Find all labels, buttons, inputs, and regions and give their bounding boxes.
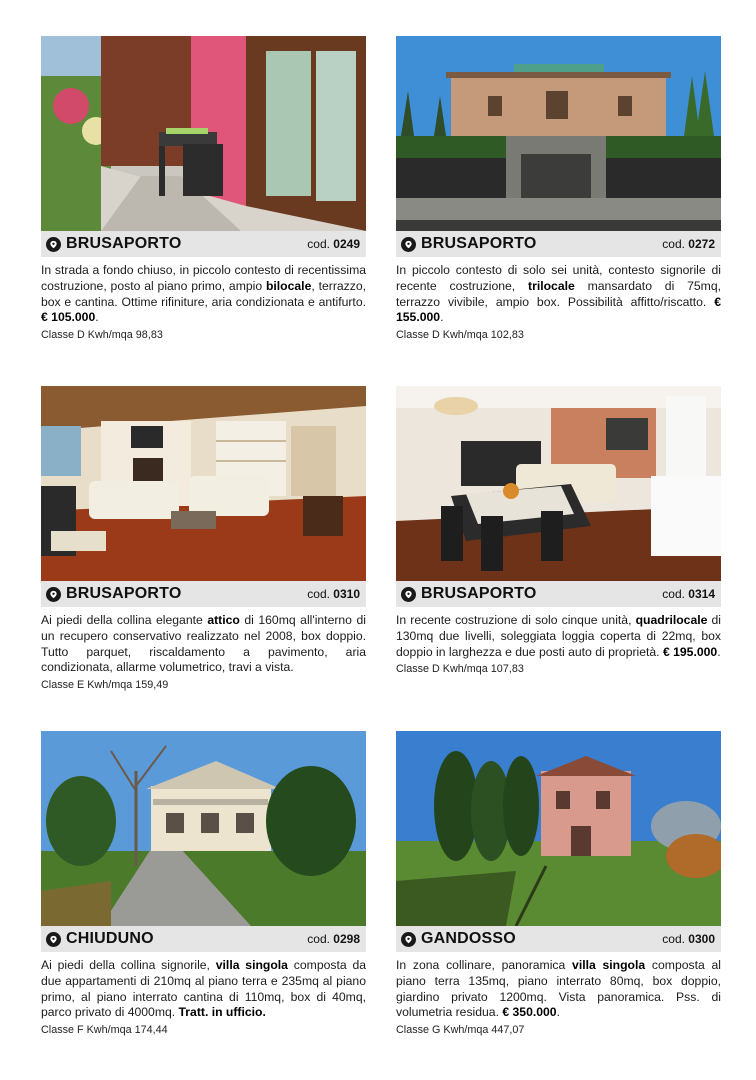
villa-garden-photo bbox=[41, 731, 366, 926]
listing-description: In piccolo contesto di solo sei unità, contesto signorile di recente costruzione, trilocale mansardato di 75mq, terrazzo vivibile, ampio box. Possibilità affitto/riscatto. € 155.000. bbox=[396, 263, 721, 325]
hill-villa-photo bbox=[396, 731, 721, 926]
listing-code: cod. 0300 bbox=[662, 932, 715, 946]
listing-header bbox=[41, 231, 366, 257]
listing-card-0310[interactable] bbox=[41, 386, 366, 691]
listing-description: Ai piedi della collina signorile, villa singola composta da due appartamenti di 210mq al piano terra e 235mq al piano primo, al piano interrato cantina di 110mq, box di 40mq, parco privato di 4000mq. Tratt. in ufficio. bbox=[41, 958, 367, 1020]
listing-header bbox=[396, 926, 721, 952]
town-name: BRUSAPORTO bbox=[421, 235, 537, 252]
terrace-photo bbox=[41, 36, 366, 231]
energy-class: Classe D Kwh/mqa 98,83 bbox=[41, 329, 163, 342]
listing-description: In strada a fondo chiuso, in piccolo contesto di recentissima costruzione, posto al piano primo, ampio bilocale, terrazzo, box e cantina. Ottime rifiniture, aria condizionata e antifurto. € 105.000. bbox=[41, 263, 367, 325]
listing-code: cod. 0314 bbox=[662, 587, 715, 601]
listing-code: cod. 0310 bbox=[307, 587, 360, 601]
location-pin-icon bbox=[46, 932, 61, 947]
town-name: BRUSAPORTO bbox=[66, 585, 182, 602]
listing-card-0314[interactable] bbox=[396, 386, 721, 675]
location-pin-icon bbox=[401, 587, 416, 602]
listing-code: cod. 0298 bbox=[307, 932, 360, 946]
living-room-photo bbox=[41, 386, 366, 581]
location-pin-icon bbox=[401, 237, 416, 252]
listing-description: Ai piedi della collina elegante attico di 160mq all'interno di un recupero conservativo realizzato nel 2008, box doppio. Tutto parquet, riscaldamento a pavimento, aria condizionata, allarme volumetrico, travi a vista. bbox=[41, 613, 366, 675]
energy-class: Classe G Kwh/mqa 447,07 bbox=[396, 1024, 525, 1037]
listing-code: cod. 0272 bbox=[662, 237, 715, 251]
listing-card-0298[interactable] bbox=[41, 731, 366, 1036]
listing-description: In recente costruzione di solo cinque unità, quadrilocale di 130mq due livelli, soleggiata loggia coperta di 22mq, box doppio in larghezza e due posti auto di proprietà. € 195.000. bbox=[396, 613, 722, 659]
location-pin-icon bbox=[46, 237, 61, 252]
energy-class: Classe E Kwh/mqa 159,49 bbox=[41, 679, 169, 692]
dining-room-photo bbox=[396, 386, 721, 581]
listing-header bbox=[396, 581, 721, 607]
energy-class: Classe D Kwh/mqa 107,83 bbox=[396, 663, 524, 676]
town-name: BRUSAPORTO bbox=[66, 235, 182, 252]
listing-card-0300[interactable] bbox=[396, 731, 721, 1036]
listing-header bbox=[396, 231, 721, 257]
building-photo bbox=[396, 36, 721, 231]
energy-class: Classe D Kwh/mqa 102,83 bbox=[396, 329, 524, 342]
energy-class: Classe F Kwh/mqa 174,44 bbox=[41, 1024, 168, 1037]
town-name: GANDOSSO bbox=[421, 930, 516, 947]
listing-card-0249[interactable] bbox=[41, 36, 366, 341]
listing-code: cod. 0249 bbox=[307, 237, 360, 251]
listing-card-0272[interactable] bbox=[396, 36, 721, 341]
listing-header bbox=[41, 581, 366, 607]
town-name: BRUSAPORTO bbox=[421, 585, 537, 602]
location-pin-icon bbox=[46, 587, 61, 602]
town-name: CHIUDUNO bbox=[66, 930, 154, 947]
listing-description: In zona collinare, panoramica villa singola composta al piano terra 135mq, piano interrato 80mq, box doppio, giardino privato 1200mq. Vista panoramica. Pss. di volumetria residua. € 350.000. bbox=[396, 958, 721, 1020]
listing-header bbox=[41, 926, 366, 952]
location-pin-icon bbox=[401, 932, 416, 947]
